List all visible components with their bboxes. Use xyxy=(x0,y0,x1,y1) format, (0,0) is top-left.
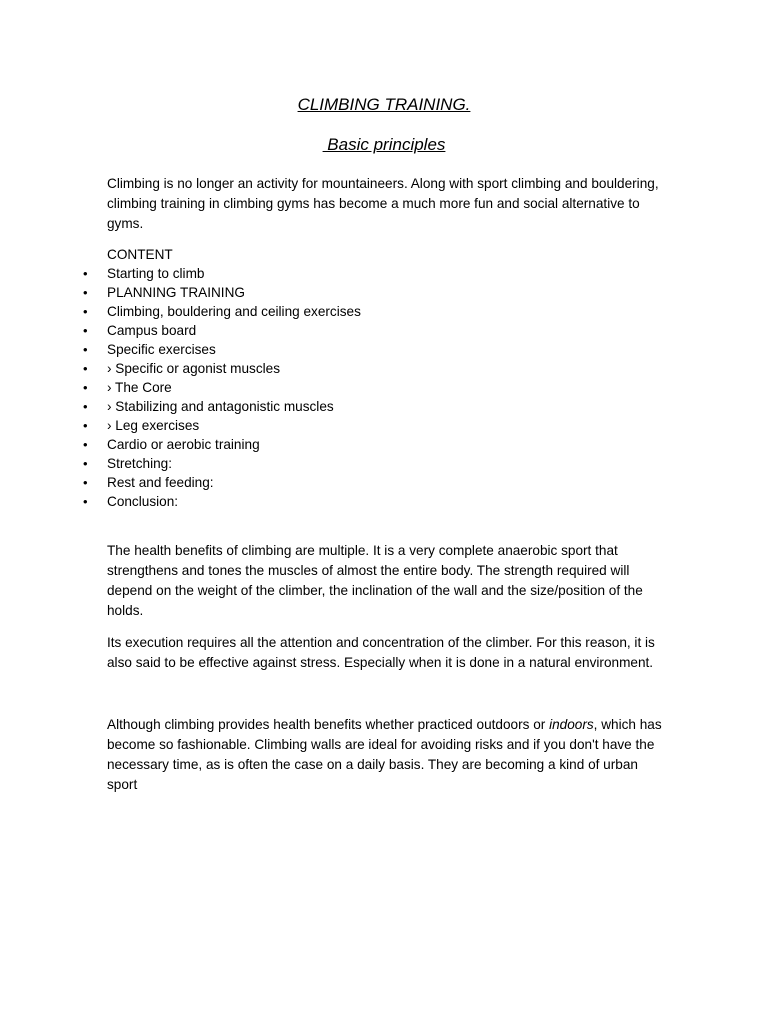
table-of-contents xyxy=(0,264,700,511)
toc-item-label: Stretching: xyxy=(107,456,172,471)
list-item xyxy=(0,454,700,473)
content-heading: CONTENT xyxy=(107,247,173,262)
bullet-icon: • xyxy=(83,323,88,338)
execution-paragraph: Its execution requires all the attention and concentration of the climber. For this reason, it is also said to be effective against stress. Especially when it is done in a natural environment. xyxy=(107,635,655,670)
list-item xyxy=(0,302,700,321)
list-item xyxy=(0,397,700,416)
list-item xyxy=(0,435,700,454)
document-subtitle: Basic principles xyxy=(322,135,446,154)
toc-item-label: › Leg exercises xyxy=(107,418,200,433)
toc-item-label: Conclusion: xyxy=(107,494,179,509)
bullet-icon: • xyxy=(83,418,88,433)
italic-word: indoors xyxy=(549,717,594,732)
bullet-icon: • xyxy=(83,456,88,471)
list-item xyxy=(0,359,700,378)
bullet-icon: • xyxy=(83,266,88,281)
bullet-icon: • xyxy=(83,437,88,452)
toc-item-label: › The Core xyxy=(107,380,172,395)
toc-item-label: Campus board xyxy=(107,323,197,338)
toc-item-label: Cardio or aerobic training xyxy=(107,437,260,452)
list-item xyxy=(0,473,700,492)
toc-item-label: PLANNING TRAINING xyxy=(107,285,245,300)
toc-item-label: › Stabilizing and antagonistic muscles xyxy=(107,399,334,414)
list-item xyxy=(0,321,700,340)
bullet-icon: • xyxy=(83,304,88,319)
paragraph-text: Although climbing provides health benefits whether practiced outdoors or xyxy=(107,717,550,732)
list-item xyxy=(0,378,700,397)
document-title: CLIMBING TRAINING. xyxy=(297,95,471,114)
outdoors-indoors-paragraph xyxy=(107,715,663,795)
bullet-icon: • xyxy=(83,285,88,300)
health-benefits-paragraph: The health benefits of climbing are multiple. It is a very complete anaerobic sport that strengthens and tones the muscles of almost the entire body. The strength required will depend on the weight of the climber, the inclination of the wall and the size/position of the holds. xyxy=(107,543,643,618)
bullet-icon: • xyxy=(83,475,88,490)
list-item xyxy=(0,340,700,359)
bullet-icon: • xyxy=(83,399,88,414)
list-item xyxy=(0,264,700,283)
intro-paragraph: Climbing is no longer an activity for mountaineers. Along with sport climbing and bouldering, climbing training in climbing gyms has become a much more fun and social alternative to gyms. xyxy=(107,176,659,231)
bullet-icon: • xyxy=(83,342,88,357)
bullet-icon: • xyxy=(83,494,88,509)
toc-item-label: Rest and feeding: xyxy=(107,475,214,490)
list-item xyxy=(0,283,700,302)
list-item xyxy=(0,416,700,435)
bullet-icon: • xyxy=(83,380,88,395)
list-item xyxy=(0,492,700,511)
paragraph-text: , which has become so fashionable. Climbing walls are ideal for avoiding risks and if you don't have the necessary time, as is often the case on a daily basis. They are becoming a kind of urban sport xyxy=(107,717,662,792)
bullet-icon: • xyxy=(83,361,88,376)
toc-item-label: Specific exercises xyxy=(107,342,216,357)
toc-item-label: › Specific or agonist muscles xyxy=(107,361,281,376)
toc-item-label: Starting to climb xyxy=(107,266,205,281)
toc-item-label: Climbing, bouldering and ceiling exercises xyxy=(107,304,361,319)
